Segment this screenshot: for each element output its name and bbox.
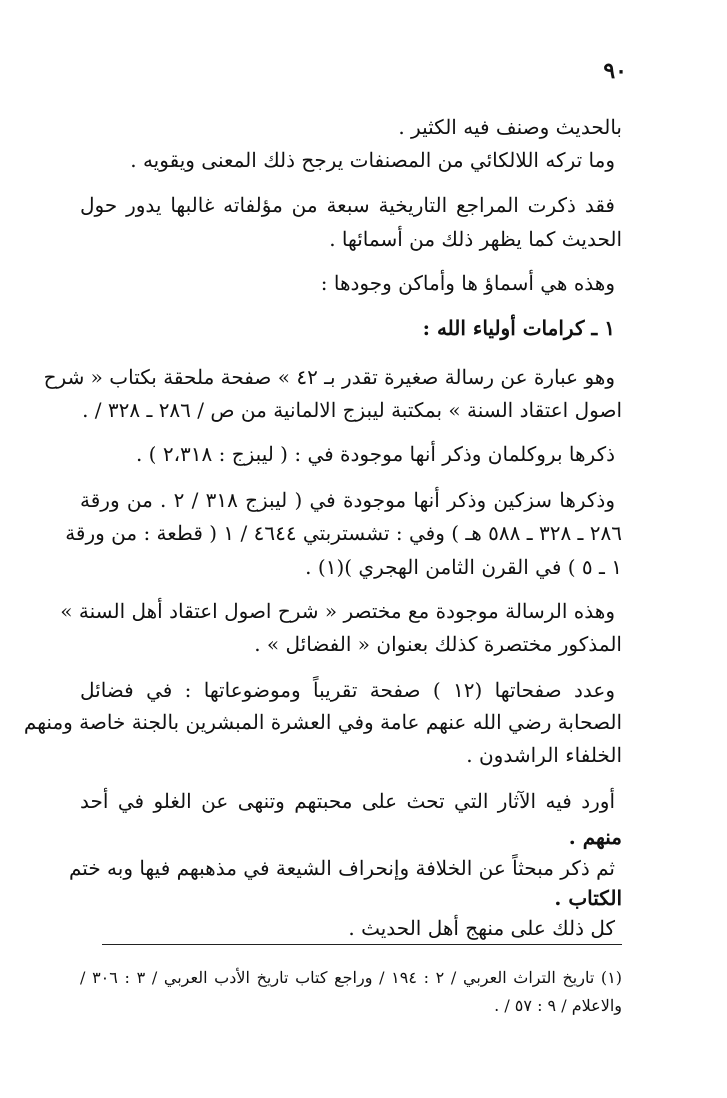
body-line: الكتاب . [554,886,622,910]
body-line: الصحابة رضي الله عنهم عامة وفي العشرة المبشرين بالجنة خاصة ومنهم [23,710,622,734]
body-line: وهذه الرسالة موجودة مع مختصر « شرح اصول اعتقاد أهل السنة » [60,599,615,623]
section-heading: ١ ـ كرامات أولياء الله : [422,316,615,340]
body-line: ٢٨٦ ـ ٣٢٨ ـ ٥٨٨ هـ ) وفي : تشستربتي ٤٦٤٤ / ١ ( قطعة : من ورقة [65,521,622,545]
footnote-line: والاعلام / ٩ : ٥٧ / . [494,996,622,1015]
body-line: وذكرها سزكين وذكر أنها موجودة في ( ليبزج ٣١٨ / ٢ . من ورقة [80,488,615,512]
body-line: المذكور مختصرة كذلك بعنوان « الفضائل » . [254,632,622,656]
body-line: منهم . [568,825,622,849]
body-line: وعدد صفحاتها (١٢ ) صفحة تقريباً وموضوعاتها : في فضائل [80,678,616,702]
body-line: كل ذلك على منهج أهل الحديث . [348,916,615,940]
footnote-divider [102,944,622,945]
body-line: ذكرها بروكلمان وذكر أنها موجودة في : ( ليبزج : ٢،٣١٨ ) . [135,442,615,466]
body-line: أورد فيه الآثار التي تحث على محبتهم وتنهى عن الغلو في أحد [80,789,615,813]
body-line: الحديث كما يظهر ذلك من أسمائها . [329,227,622,251]
body-line: اصول اعتقاد السنة » بمكتبة ليبزج الالمانية من ص / ٢٨٦ ـ ٣٢٨ / . [82,398,622,422]
page-number: ٩٠ [603,58,627,84]
body-line: ثم ذكر مبحثاً عن الخلافة وإنحراف الشيعة في مذهبهم فيها وبه ختم [68,856,615,880]
body-line: وما تركه اللالكائي من المصنفات يرجح ذلك المعنى ويقويه . [130,148,615,172]
body-line: وهذه هي أسماؤ ها وأماكن وجودها : [320,271,615,295]
body-line: ١ ـ ٥ ) في القرن الثامن الهجري )(١) . [305,555,622,579]
body-line: وهو عبارة عن رسالة صغيرة تقدر بـ ٤٢ » صفحة ملحقة بكتاب « شرح [43,365,615,389]
footnote-line: (١) تاريخ التراث العربي / ٢ : ١٩٤ / وراجع كتاب تاريخ الأدب العربي / ٣ : ٣٠٦ / [80,968,623,987]
body-line: بالحديث وصنف فيه الكثير . [398,115,622,139]
body-line: فقد ذكرت المراجع التاريخية سبعة من مؤلفاته غالبها يدور حول [80,193,615,217]
body-line: الخلفاء الراشدون . [466,743,622,767]
